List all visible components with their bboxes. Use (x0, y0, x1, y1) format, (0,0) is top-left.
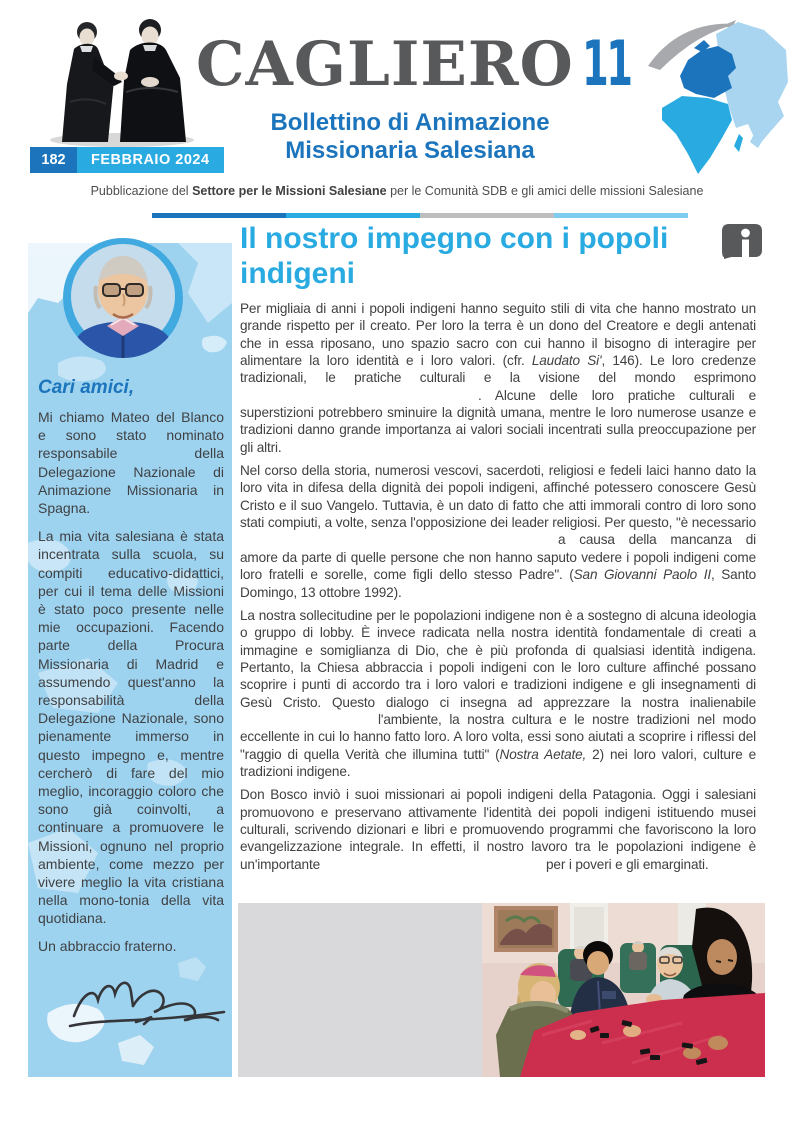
paragraph: La mia vita salesiana è stata incentrata sulla scuola, su compiti educativo-didattici, per cui il tema delle Missioni è stato poco presente nelle mie occupazioni. Facendo parte della Procura Missionaria di Madrid e assumendo quest'anno la responsabilità della Delegazione Nazionale, sono pienamente immerso in questo impegno e, mentre cercherò di fare del mio meglio, incoraggio coloro che sono già coinvolti, a continuare a promuovere le Missioni, ognuno nel proprio ambiente, come mezzo per vivere meglio la vita cristiana nella mono-tonia della vita quotidiana. (38, 528, 224, 927)
article-body (240, 300, 756, 873)
signature (68, 968, 228, 1032)
sidebar-letter (38, 377, 224, 1037)
paragraph: Mi chiamo Mateo del Blanco e sono stato nominato responsabile della Delegazione Nazionale di Animazione Missionaria in Spagna. (38, 409, 224, 517)
masthead-subtitle-line2: Missionaria Salesiana (285, 137, 535, 164)
masthead-number: 11 (582, 27, 631, 100)
paragraph: Per migliaia di anni i popoli indigeni hanno seguito stili di vita che hanno mostrato un grande rispetto per il creato. Per loro la terra è un dono del Creatore e degli antenati che in essa riposano, uno spazio sacro con cui hanno il bisogno di interagire per alimentare la loro identità e i loro valori. (cfr. Laudato Si', 146). Le loro credenze tradizionali, le pratiche culturali e la visione del mondo esprimono. Alcune delle loro pratiche culturali e superstizioni potrebbero sminuire la dignità umana, mentre le loro numerose usanze e tradizioni danno grande importanza ai valori sociali incentrati sulla preoccupazione per gli altri. (240, 301, 756, 455)
info-person-icon (722, 224, 762, 259)
bar-segment (554, 213, 688, 218)
paragraph: Don Bosco inviò i suoi missionari ai popoli indigeni della Patagonia. Oggi i salesiani promuovono e preservano attivamente l'identità dei popoli indigeni istituendo musei culturali, scrivendo dizionari e libri e promuovendo programmi che favoriscono la loro evangelizzazione integrale. In effetti, il nostro lavoro tra le popolazioni indigene è un'importante per i poveri e gli emarginati. (240, 787, 756, 872)
bar-segment (152, 213, 286, 218)
community-photo (482, 903, 765, 1077)
bar-segment (420, 213, 554, 218)
article-title: Il nostro impegno con i popoli indigeni (240, 222, 669, 290)
masthead-subtitle (245, 109, 575, 165)
masthead-title: CAGLIERO (196, 29, 574, 100)
segment-bar (152, 213, 688, 218)
publication-pre: Pubblicazione del (90, 184, 193, 198)
issue-badge (30, 147, 224, 173)
letter-closing: Un abbraccio fraterno. (38, 937, 177, 954)
missing-text-gap (488, 543, 558, 544)
missing-text-gap (240, 399, 478, 400)
letter-body (38, 408, 224, 928)
missing-text-gap (320, 868, 546, 869)
globe-icon (636, 4, 790, 178)
empty-image-placeholder (238, 903, 482, 1077)
editor-photo (63, 238, 183, 358)
article (240, 221, 756, 879)
masthead-subtitle-line1: Bollettino di Animazione (270, 109, 550, 136)
missing-text-gap (240, 723, 378, 724)
publication-line (0, 184, 794, 198)
paragraph: Nel corso della storia, numerosi vescovi, sacerdoti, religiosi e fedeli laici hanno dato la loro vita in difesa della dignità dei popoli indigeni, affinché potessero conoscere Gesù Cristo e il suo Vangelo. Tuttavia, è un dato di fatto che atti immorali contro di loro sono stati compiuti, a volte, senza l'opposizione dei leader religiosi. Per questo, "è necessarioa causa della mancanza di amore da parte di quelle persone che non hanno saputo vedere i popoli indigeni come loro fratelli e sorelle, come figli dello stesso Padre". (San Giovanni Paolo II, Santo Domingo, 13 ottobre 1992). (240, 463, 757, 600)
issue-number: 182 (30, 147, 77, 173)
paragraph: La nostra sollecitudine per le popolazioni indigene non è a sostegno di alcuna ideologia o gruppo di lobby. È invece radicata nella nostra identità fondamentale di creati a immagine e somiglianza di Dio, che è più profonda di qualsiasi identità indigena. Pertanto, la Chiesa abbraccia i popoli indigeni con le loro culture affinché possano scoprire i punti di accordo tra i loro valori e tradizioni indigene e gli insegnamenti di Gesù Cristo. Questo dialogo ci insegna ad apprezzare la nostra inalienabilel'ambiente, la nostra cultura e le nostre tradizioni nel modo eccellente in cui lo hanno fatto loro. A loro volta, essi sono aiutati a scoprire i riflessi del "raggio di quella Verità che illumina tutti" (Nostra Aetate, 2) nei loro valori, culture e tradizioni indigene. (240, 607, 756, 779)
letter-greeting: Cari amici, (38, 377, 135, 398)
issue-date: FEBBRAIO 2024 (77, 147, 224, 173)
publication-bold: Settore per le Missioni Salesiane (192, 184, 387, 198)
publication-post: per le Comunità SDB e gli amici delle missioni Salesiane (386, 184, 704, 198)
sidebar-panel (28, 243, 232, 1077)
priests-photo (34, 12, 208, 148)
bar-segment (286, 213, 420, 218)
missing-text-gap (240, 543, 488, 544)
